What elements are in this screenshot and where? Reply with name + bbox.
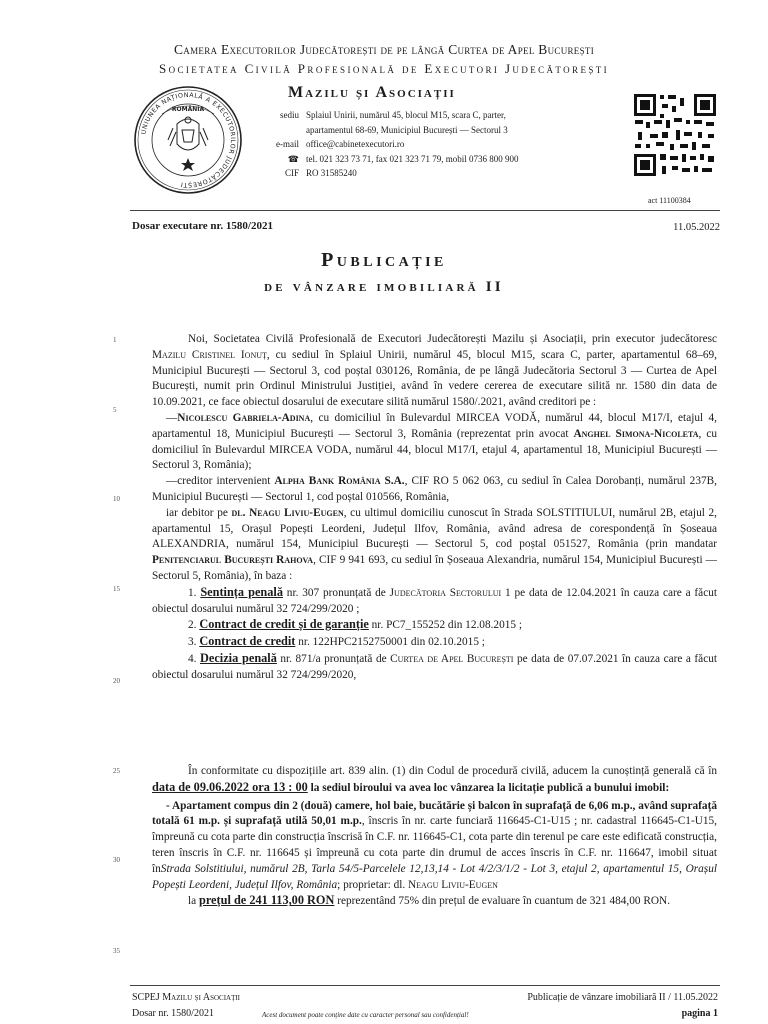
footer-firm: SCPEJ Mazilu și Asociații: [132, 992, 241, 1003]
creditor-1: —Nicolescu Gabriela-Adina, cu domiciliul în Bulevardul MIRCEA VODĂ, numărul 44, blocul M17/I, etajul 4, apartamentul 18, Municipiul București — Sectorul 3, România (reprezentat prin avocat Anghel Simona-Nicoleta, cu domiciliul în Bulevardul MIRCEA VODA, numărul 44, blocul M17/I, etajul 4, apartamentul 18, Municipiul București — Sectorul 3, România);: [152, 411, 718, 472]
line-number: 35: [113, 947, 120, 955]
header-divider: [130, 210, 720, 211]
property-address: Strada Solstitiului, numărul 2B, Tarla 54/5-Parcelele 12,13,14 - Lot 4/2/3/1/2 - Lot 3, etajul 2, apartamentul 15, Orașul Popești Leordeni, Județul Ilfov, România: [152, 862, 717, 891]
title-item-2: 2. Contract de credit și de garanție nr. PC7_155252 din 12.08.2015 ;: [188, 617, 522, 632]
contact-key: sediu: [280, 110, 299, 120]
contact-key: CIF: [284, 168, 299, 178]
document-title: Publicație: [321, 249, 447, 271]
act-number: act 11100384: [648, 196, 691, 205]
seal-ring-text: UNIUNEA NAȚIONALĂ A EXECUTORILOR JUDECĂTOREȘTI: [140, 91, 237, 189]
page-number: pagina 1: [681, 1008, 718, 1019]
phone-icon: ☎: [287, 153, 299, 164]
intro-paragraph: Noi, Societatea Civilă Profesională de Executori Judecătorești Mazilu și Asociații, prin executor judecătoresc Mazilu Cristinel Ionuț, cu sediul în Splaiul Unirii, numărul 45, blocul M15, scara C, parter, apartamentul 68–69, Municipiul București — Sectorul 3, cod poștal 030126, România, de pe lângă Judecătoria Sectorul 3 — Curtea de Apel București, numit prin Ordinul Ministrului Justiției, având în vedere cererea de executare silită nr. 1580 din data de 10.09.2021, ce face obiectul dosarului de executare silită numărul 1580/.2021, având creditori pe :: [152, 333, 717, 409]
qr-code-icon: [632, 92, 718, 178]
firm-name: Mazilu și Asociații: [288, 84, 456, 101]
agent-name: Penitenciarul București Rahova: [152, 554, 314, 567]
document-subtitle: de vânzare imobiliară II: [264, 279, 504, 295]
contact-value: Splaiul Unirii, numărul 45, blocul M15, scara C, parter,: [306, 110, 506, 120]
footer-dosar: Dosar nr. 1580/2021: [132, 1008, 214, 1019]
creditor-2: —creditor intervenient Alpha Bank România S.A., CIF RO 5 062 063, cu sediul în Calea Dorobanți, numărul 237B, Municipiul București — Sectorul 1, cod poștal 010566, România,: [152, 475, 717, 503]
sale-body: [152, 764, 717, 910]
society-heading: Societatea Civilă Profesională de Executori Judecătorești: [158, 61, 610, 76]
auction-datetime: data de 09.06.2022 ora 13 : 00: [152, 779, 308, 794]
bailiff-seal-logo: [132, 84, 244, 196]
owner-name: Neagu Liviu-Eugen: [408, 878, 498, 891]
executor-name: Mazilu Cristinel Ionuț: [152, 348, 267, 361]
confidential-notice: Acest document poate conține date cu caracter personal sau confidențial!: [262, 1011, 469, 1019]
contact-value: apartamentul 68-69, Municipiul București — Sectorul 3: [306, 124, 508, 135]
footer-divider: [130, 985, 720, 986]
title-item-4: 4. Decizia penală nr. 871/a pronunțată de Curtea de Apel București pe data de 07.07.2021 în cauza care a făcut obiectul dosarului numărul 32 724/299/2020,: [152, 650, 717, 681]
price-paragraph: la prețul de 241 113,00 RON reprezentând 75% din prețul de evaluare în cuantum de 321 484,00 RON.: [188, 893, 671, 908]
document-date: 11.05.2022: [673, 222, 720, 233]
main-body: [152, 332, 717, 684]
title-item-1: 1. Sentința penală nr. 307 pronunțată de Judecătoria Sectorului 1 pe data de 12.04.2021 în cauza care a făcut obiectul dosarului numărul 32 724/299/2020 ;: [152, 584, 717, 615]
contact-value: tel. 021 323 73 71, fax 021 323 71 79, mobil 0736 800 900: [306, 153, 519, 164]
sale-announcement: În conformitate cu dispozițiile art. 839 alin. (1) din Codul de procedură civilă, aducem la cunoștință generală că în data de 09.06.2022 ora 13 : 00 la sediul biroului va avea loc vânzarea la licitație publică a bunului imobil:: [152, 765, 717, 794]
line-number: 10: [113, 495, 120, 503]
line-number: 25: [113, 767, 120, 775]
title-item-3: 3. Contract de credit nr. 122HPC2152750001 din 02.10.2015 ;: [188, 634, 485, 649]
seal-top-text: ROMÂNIA: [171, 106, 205, 113]
case-file-number: Dosar executare nr. 1580/2021: [132, 220, 273, 232]
contact-key: e-mail: [276, 139, 299, 149]
property-description: - Apartament compus din 2 (două) camere, hol baie, bucătărie și balcon în suprafață de 6,06 m.p., având suprafață totală 61 m.p. și suprafață utilă 50,01 m.p., înscris în nr. carte funciară 116645-C1-U15 ; nr. cadastral 116645-C1-U15, împreună cu cota parte din construcția înscrisă în C.F. nr. 116645-C1, cota parte din terenul pe care este edificată construcția, teren înscris în C.F. nr. 116645 și împreună cu cota parte din drumul de acces înscris în C.F. nr. 116647, imobil situat înStrada Solstitiului, numărul 2B, Tarla 54/5-Parcelele 12,13,14 - Lot 4/2/3/1/2 - Lot 3, etajul 2, apartamentul 15, Orașul Popești Leordeni, Județul Ilfov, România; proprietar: dl. Neagu Liviu-Eugen: [152, 799, 717, 891]
contact-value: RO 31585240: [306, 168, 357, 178]
lawyer-name: Anghel Simona-Nicoleta: [573, 427, 699, 440]
creditor-2-name: Alpha Bank România S.A.: [274, 475, 405, 488]
line-number: 1: [113, 336, 117, 344]
auction-price: prețul de 241 113,00 RON: [198, 893, 335, 908]
contact-value: office@cabinetexecutori.ro: [306, 139, 405, 149]
creditor-1-name: Nicolescu Gabriela-Adina: [177, 411, 311, 424]
debtor-name: dl. Neagu Liviu-Eugen: [231, 506, 344, 519]
line-number: 5: [113, 406, 117, 414]
line-number: 20: [113, 677, 120, 685]
debtor-paragraph: iar debitor pe dl. Neagu Liviu-Eugen, cu ultimul domiciliu cunoscut în Strada SOLSTITIULUI, numărul 2B, etajul 2, apartamentul 15, Orașul Popești Leordeni, Județul Ilfov, România, având adresa de corespondență în Șoseaua ALEXANDRIA, numărul 154, Municipiul București — Sectorul 5, cod poștal 051527, România (prin mandatar Penitenciarul București Rahova, CIF 9 941 693, cu sediul în Șoseaua Alexandria, numărul 154, Municipiul București — Sectorul 5, România), în baza :: [152, 506, 717, 582]
footer-publication: Publicație de vânzare imobiliară II / 11.05.2022: [527, 992, 718, 1003]
line-number: 15: [113, 585, 120, 593]
line-number: 30: [113, 856, 120, 864]
chamber-heading: Camera Executorilor Judecătorești de pe lângă Curtea de Apel București: [173, 42, 594, 57]
